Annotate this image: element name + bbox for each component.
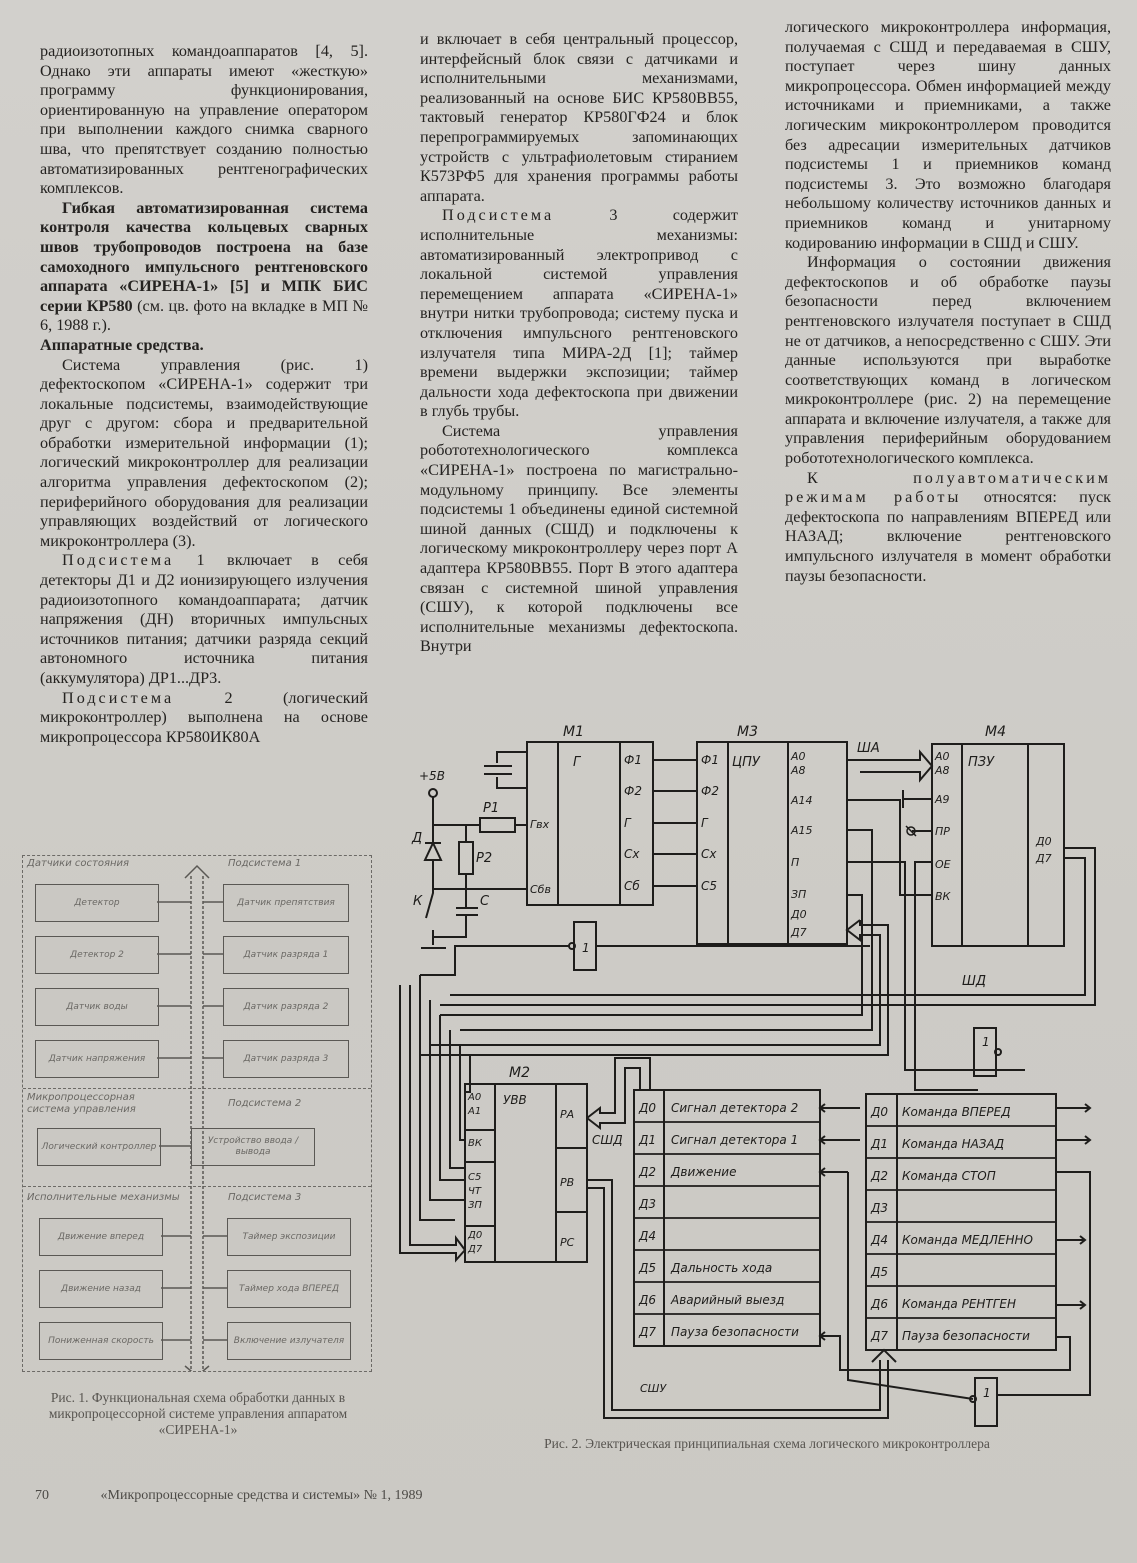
diagram-box: Датчик разряда 2 — [223, 988, 349, 1026]
journal-title: «Микропроцессорные средства и системы» № 1, 1989 — [100, 1488, 423, 1503]
inverter-label: 1 — [983, 1386, 991, 1400]
pin-label: Г — [624, 816, 631, 830]
section-1-left-title: Датчики состояния — [27, 858, 130, 869]
chip-function: ЦПУ — [732, 755, 760, 770]
sshu-bit: Д4 — [871, 1233, 889, 1247]
sshu-bit: Д6 — [871, 1297, 889, 1311]
sshu-bit: Д2 — [871, 1169, 889, 1183]
sshd-bit: Д3 — [639, 1197, 657, 1211]
section-heading: Аппаратные средства. — [40, 335, 204, 354]
pin-label: А0 — [791, 750, 806, 763]
bold-text: Гибкая автоматизированная система контроля качества кольцевых сварных швов трубопроводов построена на базе самоходного импульсного рентгеновского аппарата «СИРЕНА-1» [5] и МПК БИС серии КР580 — [40, 198, 368, 315]
sshu-command: Команда СТОП — [902, 1169, 996, 1183]
sshd-signal: Сигнал детектора 2 — [671, 1101, 799, 1115]
paragraph-body: (логический микроконтроллер) выполнена на основе микропроцессора КР580ИК80А — [40, 688, 368, 746]
diagram-box: Таймер хода ВПЕРЕД — [227, 1270, 351, 1308]
paragraph: и включает в себя центральный процессор, интерфейсный блок связи с датчиками и исполнительными механизмами, реализованный на основе БИС КР580ВВ55, тактовый генератор КР580ГФ24 и блок перепрограммируемых запоминающих устройств с ультрафиолетовым стиранием К573РФ5 для хранения программы работы аппарата. — [420, 30, 738, 205]
pin-label: РС — [560, 1236, 575, 1249]
sshu-command: Пауза безопасности — [902, 1329, 1030, 1343]
sshd-bit: Д6 — [639, 1293, 657, 1307]
inverter-label: 1 — [982, 1035, 990, 1049]
diagram-box: Пониженная скорость — [39, 1322, 163, 1360]
diagram-box: Детектор 2 — [35, 936, 159, 974]
diagram-box: Датчик воды — [35, 988, 159, 1026]
paragraph-body: относятся: пуск дефектоскопа по направлениям ВПЕРЕД или НАЗАД; включение рентгеновского импульсного излучателя в момент обработки паузы безопасности. — [785, 488, 1111, 585]
paragraph-tail: (см. цв. фото на вкладке в МП № 6, 1988 г.). — [40, 296, 368, 335]
pin-label: Д0 — [468, 1230, 483, 1241]
sshd-signal: Пауза безопасности — [671, 1325, 799, 1339]
sshd-bit: Д2 — [639, 1165, 657, 1179]
pin-label: ЗП — [791, 888, 807, 901]
diagram-box: Датчик разряда 3 — [223, 1040, 349, 1078]
sshu-bit: Д7 — [871, 1329, 889, 1343]
paragraph: радиоизотопных командоаппаратов [4, 5]. Однако эти аппараты имеют «жесткую» программу функционирования, ориентированную на управление оператором при выполнении каждого снимка сварного шва, что препятствует созданию полностью автоматизированных рентгенографических комплексов. — [40, 42, 368, 198]
chip-function: ПЗУ — [968, 755, 995, 770]
pin-label: ЧТ — [468, 1186, 481, 1197]
pin-label: Д0 — [791, 908, 807, 921]
sshd-signal: Сигнал детектора 1 — [671, 1133, 799, 1147]
spaced-term: К полуавтоматическим режимам работы — [785, 468, 1111, 507]
pin-label: А0 — [935, 750, 950, 763]
sshd-signal: Движение — [671, 1165, 737, 1179]
capacitor-label: С — [480, 894, 490, 909]
diagram-box: Логический контроллер — [37, 1128, 161, 1166]
chip-label: М2 — [509, 1065, 530, 1081]
pin-label: ВК — [468, 1138, 482, 1149]
paragraph-body: содержит исполнительные механизмы: автоматизированный электропривод с локальной системой управления перемещением аппарата «СИРЕНА-1» внутри нитки трубопровода; систему пуска и отключения импульсного рентгеновского излучателя типа МИРА-2Д [1]; таймер времени выдержки экспозиции; таймер дальности хода дефектоскопа при движении в глубь трубы. — [420, 206, 738, 421]
sshd-bit: Д1 — [639, 1133, 657, 1147]
pin-label: С5 — [468, 1172, 482, 1183]
bus-label: СШД — [592, 1133, 623, 1147]
pin-label: РВ — [560, 1176, 575, 1189]
diagram-box: Таймер экспозиции — [227, 1218, 351, 1256]
paragraph: Информация о состоянии движения дефектоскопов и об обработке паузы безопасности перед включением рентгеновского излучателя поступает в СШД не от датчиков, а непосредственно с СШУ. Эти данные используются при выработке соответствующих команд в логическом микроконтроллере (рис. 2) на перемещение аппарата и включение излучателя, а также для управления периферийным оборудованием робототехнологического комплекса. — [785, 253, 1111, 468]
diagram-box: Устройство ввода / вывода — [191, 1128, 315, 1166]
chip-label: М3 — [737, 724, 758, 740]
pin-label: Д7 — [791, 926, 807, 939]
pin-label: А8 — [935, 764, 950, 777]
pin-label: С5 — [701, 879, 718, 893]
switch-label: К — [413, 894, 423, 909]
pin-label: А15 — [791, 824, 813, 837]
sshu-bit: Д3 — [871, 1201, 889, 1215]
pin-label: Г — [701, 816, 708, 830]
sshd-bit: Д0 — [639, 1101, 657, 1115]
pin-label: А8 — [791, 764, 806, 777]
spaced-term: Подсистема 3 — [442, 206, 621, 225]
pin-label: Сб — [624, 879, 640, 893]
pin-label: П — [791, 856, 800, 869]
section-1-right-title: Подсистема 1 — [228, 858, 302, 869]
diagram-box: Включение излучателя — [227, 1322, 351, 1360]
pin-label: Гвх — [530, 818, 550, 831]
sshd-bit: Д5 — [639, 1261, 657, 1275]
pin-label: А9 — [935, 793, 950, 806]
section-2-left-title: Микропроцессорная система управления — [27, 1092, 136, 1115]
diagram-box: Движение вперед — [39, 1218, 163, 1256]
sshu-command: Команда ВПЕРЕД — [902, 1105, 1011, 1119]
diode-label: Д — [412, 831, 423, 846]
pin-label: Сх — [624, 847, 640, 861]
chip-label: М1 — [563, 724, 584, 740]
paragraph: Система управления (рис. 1) дефектоскопом «СИРЕНА-1» содержит три локальные подсистемы, взаимодействующие друг с другом: сбора и предварительной обработки измерительной информации (1); логический микроконтроллер для реализации алгоритма управления дефектоскопом (2); периферийного оборудования для реализации управляющих воздействий от логического микроконтроллера (3). — [40, 355, 368, 550]
pin-label: ВК — [935, 890, 951, 903]
supply-label: +5В — [419, 769, 445, 783]
pin-label: А14 — [791, 794, 813, 807]
chip-function: Г — [573, 755, 581, 770]
diagram-box: Детектор — [35, 884, 159, 922]
sshd-signal: Аварийный выезд — [671, 1293, 785, 1307]
pin-label: Ф1 — [701, 753, 719, 767]
pin-label: Ф2 — [624, 784, 642, 798]
pin-label: ЗП — [468, 1200, 482, 1211]
chip-m3 — [697, 742, 847, 944]
pin-label: Д0 — [1036, 835, 1052, 848]
pin-label: Сбв — [530, 883, 551, 896]
sshd-signal: Дальность хода — [671, 1261, 773, 1275]
sshd-bit: Д4 — [639, 1229, 657, 1243]
pin-label: Сх — [701, 847, 717, 861]
sshu-bit: Д1 — [871, 1137, 889, 1151]
sshu-command: Команда РЕНТГЕН — [902, 1297, 1017, 1311]
figure-1-caption: Рис. 1. Функциональная схема обработки данных в микропроцессорной системе управления аппаратом «СИРЕНА-1» — [48, 1390, 348, 1437]
chip-function: УВВ — [503, 1093, 527, 1107]
pin-label: А1 — [468, 1106, 482, 1117]
bus-label: ШД — [962, 974, 987, 989]
diagram-box: Датчик препятствия — [223, 884, 349, 922]
figure-2-labels — [411, 724, 1056, 1400]
sshu-command: Команда МЕДЛЕННО — [902, 1233, 1033, 1247]
sshd-bit: Д7 — [639, 1325, 657, 1339]
pin-label: РА — [560, 1108, 575, 1121]
spaced-term: Подсистема 1 — [62, 551, 208, 570]
pin-label: Ф1 — [624, 753, 642, 767]
resistor-label: Р2 — [476, 851, 493, 866]
section-2-right-title: Подсистема 2 — [228, 1098, 302, 1109]
page-number: 70 — [35, 1488, 49, 1503]
bus-label: ША — [857, 741, 880, 756]
sshu-bit: Д0 — [871, 1105, 889, 1119]
chip-label: М4 — [985, 724, 1006, 740]
paragraph: Система управления робототехнологического комплекса «СИРЕНА-1» построена по магистрально-модульному принципу. Все элементы подсистемы 1 объединены единой системной шиной данных (СШД) и подключены к логическому микроконтроллеру через порт А адаптера КР580ВВ55. Порт В этого адаптера связан с системной шиной управления (СШУ), к которой подключены все исполнительные механизмы дефектоскопа. Внутри — [420, 421, 738, 656]
sshu-command: Команда НАЗАД — [902, 1137, 1005, 1151]
page-footer — [35, 1488, 423, 1504]
pin-label: Д7 — [1036, 852, 1052, 865]
diagram-box: Движение назад — [39, 1270, 163, 1308]
spaced-term: Подсистема 2 — [62, 688, 236, 707]
pin-label: Ф2 — [701, 784, 719, 798]
section-3-right-title: Подсистема 3 — [228, 1192, 302, 1203]
paragraph: логического микроконтроллера информация, получаемая с СШД и передаваемая в СШУ, поступает через шину данных микропроцессора. Обмен информацией между источниками и приемниками, а также логическим микроконтроллером проводится без адресации измерительных датчиков подсистемы 1 и приемников команд подсистемы 3. Это возможно благодаря небольшому количеству источников данных и приемников команд и унитарному кодированию информации в СШД и СШУ. — [785, 18, 1111, 252]
pin-label: ОЕ — [935, 858, 951, 871]
pin-label: Д7 — [468, 1244, 483, 1255]
diagram-box: Датчик разряда 1 — [223, 936, 349, 974]
figure-2-caption: Рис. 2. Электрическая принципиальная схема логического микроконтроллера — [544, 1436, 990, 1451]
pin-label: ПР — [935, 825, 950, 838]
sshu-bit: Д5 — [871, 1265, 889, 1279]
diagram-box: Датчик напряжения — [35, 1040, 159, 1078]
paragraph-body: включает в себя детекторы Д1 и Д2 ионизирующего излучения радиоизотопного командоаппарата; датчик напряжения (ДН) вторичных импульсных источников питания; датчики разряда секций автономного источника питания (аккумулятора) ДР1...ДР3. — [40, 551, 368, 687]
inverter-label: 1 — [582, 941, 590, 955]
section-3-left-title: Исполнительные механизмы — [27, 1192, 180, 1203]
bus-label: СШУ — [640, 1382, 667, 1395]
pin-label: А0 — [468, 1092, 482, 1103]
resistor-label: Р1 — [483, 801, 500, 816]
